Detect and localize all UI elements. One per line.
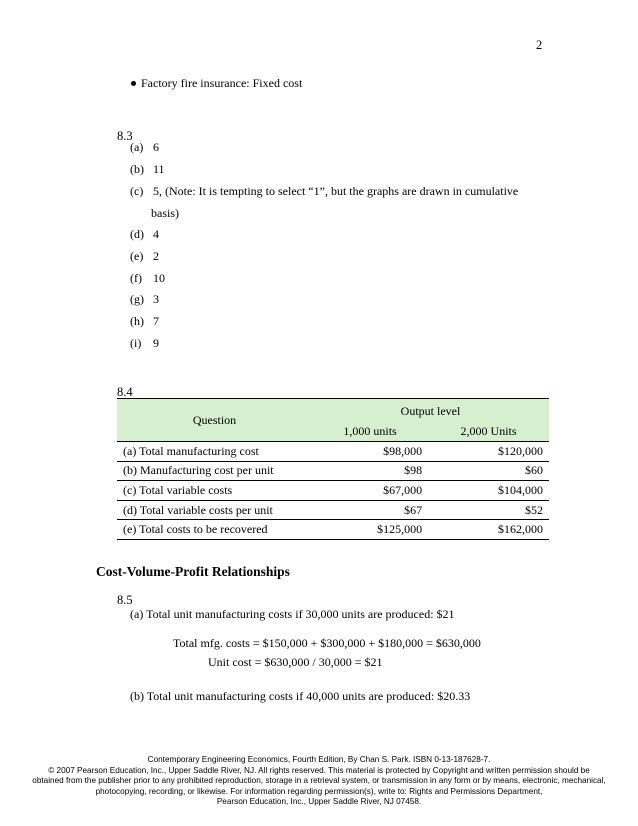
item-text: 10 [153,271,165,285]
list-item [130,184,518,199]
item-label: (g) [130,292,144,306]
part-b-text: (b) Total unit manufacturing costs if 40,000 units are produced: $20.33 [130,689,471,703]
equation-unit-cost: Unit cost = $630,000 / 30,000 = $21 [208,655,383,669]
header-question: Question [117,399,312,442]
list-item [130,162,165,177]
row-question: (d) Total variable costs per unit [117,500,312,520]
row-question: (a) Total manufacturing cost [117,442,312,462]
list-item [130,336,159,351]
item-continuation: basis) [151,206,179,220]
row-value-2000: $162,000 [428,520,549,540]
header-output-level: Output level [312,399,549,423]
bullet-item [131,76,302,91]
item-text: 11 [153,162,165,176]
footer-line: Pearson Education, Inc., Upper Saddle River, NJ 07458. [216,797,422,807]
section-heading: Cost-Volume-Profit Relationships [96,564,290,579]
item-label: (h) [130,314,144,328]
list-item [130,140,159,155]
table-row [117,461,549,481]
copyright-footer [0,755,638,808]
item-label: (c) [130,184,144,198]
part-a-text: (a) Total unit manufacturing costs if 30,000 units are produced: $21 [130,607,455,621]
list-item [130,292,159,307]
row-question: (c) Total variable costs [117,481,312,501]
item-label: (e) [130,249,144,263]
list-item [130,227,159,242]
output-level-table [117,398,549,540]
item-label: (f) [130,271,142,285]
table-row [117,520,549,540]
row-question: (b) Manufacturing cost per unit [117,461,312,481]
page-number: 2 [536,38,543,52]
footer-line: photocopying, recording, or likewise. For information regarding permission(s), write to: Rights and Permissions Department, [95,786,543,796]
section-number-8-4: 8.4 [117,385,133,399]
section-number-8-5: 8.5 [117,593,133,607]
header-col-2000: 2,000 Units [428,422,549,442]
row-value-1000: $98 [312,461,428,481]
bullet-dot-icon [131,81,136,86]
row-value-1000: $98,000 [312,442,428,462]
row-value-2000: $104,000 [428,481,549,501]
item-label: (b) [130,162,144,176]
table-row [117,481,549,501]
item-label: (i) [130,336,142,350]
list-item [130,271,165,286]
item-text: 7 [153,314,159,328]
footer-line: obtained from the publisher prior to any prohibited reproduction, storage in a retrieval system, or transmission in any form or by means, electronic, mechanical, [32,776,606,786]
bullet-text: Factory fire insurance: Fixed cost [141,76,303,90]
row-value-1000: $125,000 [312,520,428,540]
item-label: (d) [130,227,144,241]
item-text: 9 [153,336,159,350]
row-question: (e) Total costs to be recovered [117,520,312,540]
footer-line: Contemporary Engineering Economics, Fourth Edition, By Chan S. Park. ISBN 0-13-187628-7. [147,755,491,764]
row-value-1000: $67,000 [312,481,428,501]
footer-line: © 2007 Pearson Education, Inc., Upper Saddle River, NJ. All rights reserved. This material is protected by Copyright and written permission should be [48,765,590,775]
equation-total-mfg-costs: Total mfg. costs = $150,000 + $300,000 + $180,000 = $630,000 [173,636,481,650]
section-number-8-3: 8.3 [117,129,133,143]
row-value-2000: $52 [428,500,549,520]
row-value-2000: $60 [428,461,549,481]
table-row [117,442,549,462]
row-value-1000: $67 [312,500,428,520]
item-text: 6 [153,140,159,154]
item-text: 4 [153,227,159,241]
item-text: 2 [153,249,159,263]
list-item [130,249,159,264]
table-row [117,500,549,520]
row-value-2000: $120,000 [428,442,549,462]
header-col-1000: 1,000 units [312,422,428,442]
item-text: 3 [153,292,159,306]
item-text: 5, (Note: It is tempting to select “1”, but the graphs are drawn in cumulative [153,184,519,198]
item-label: (a) [130,140,144,154]
list-item [130,314,159,329]
